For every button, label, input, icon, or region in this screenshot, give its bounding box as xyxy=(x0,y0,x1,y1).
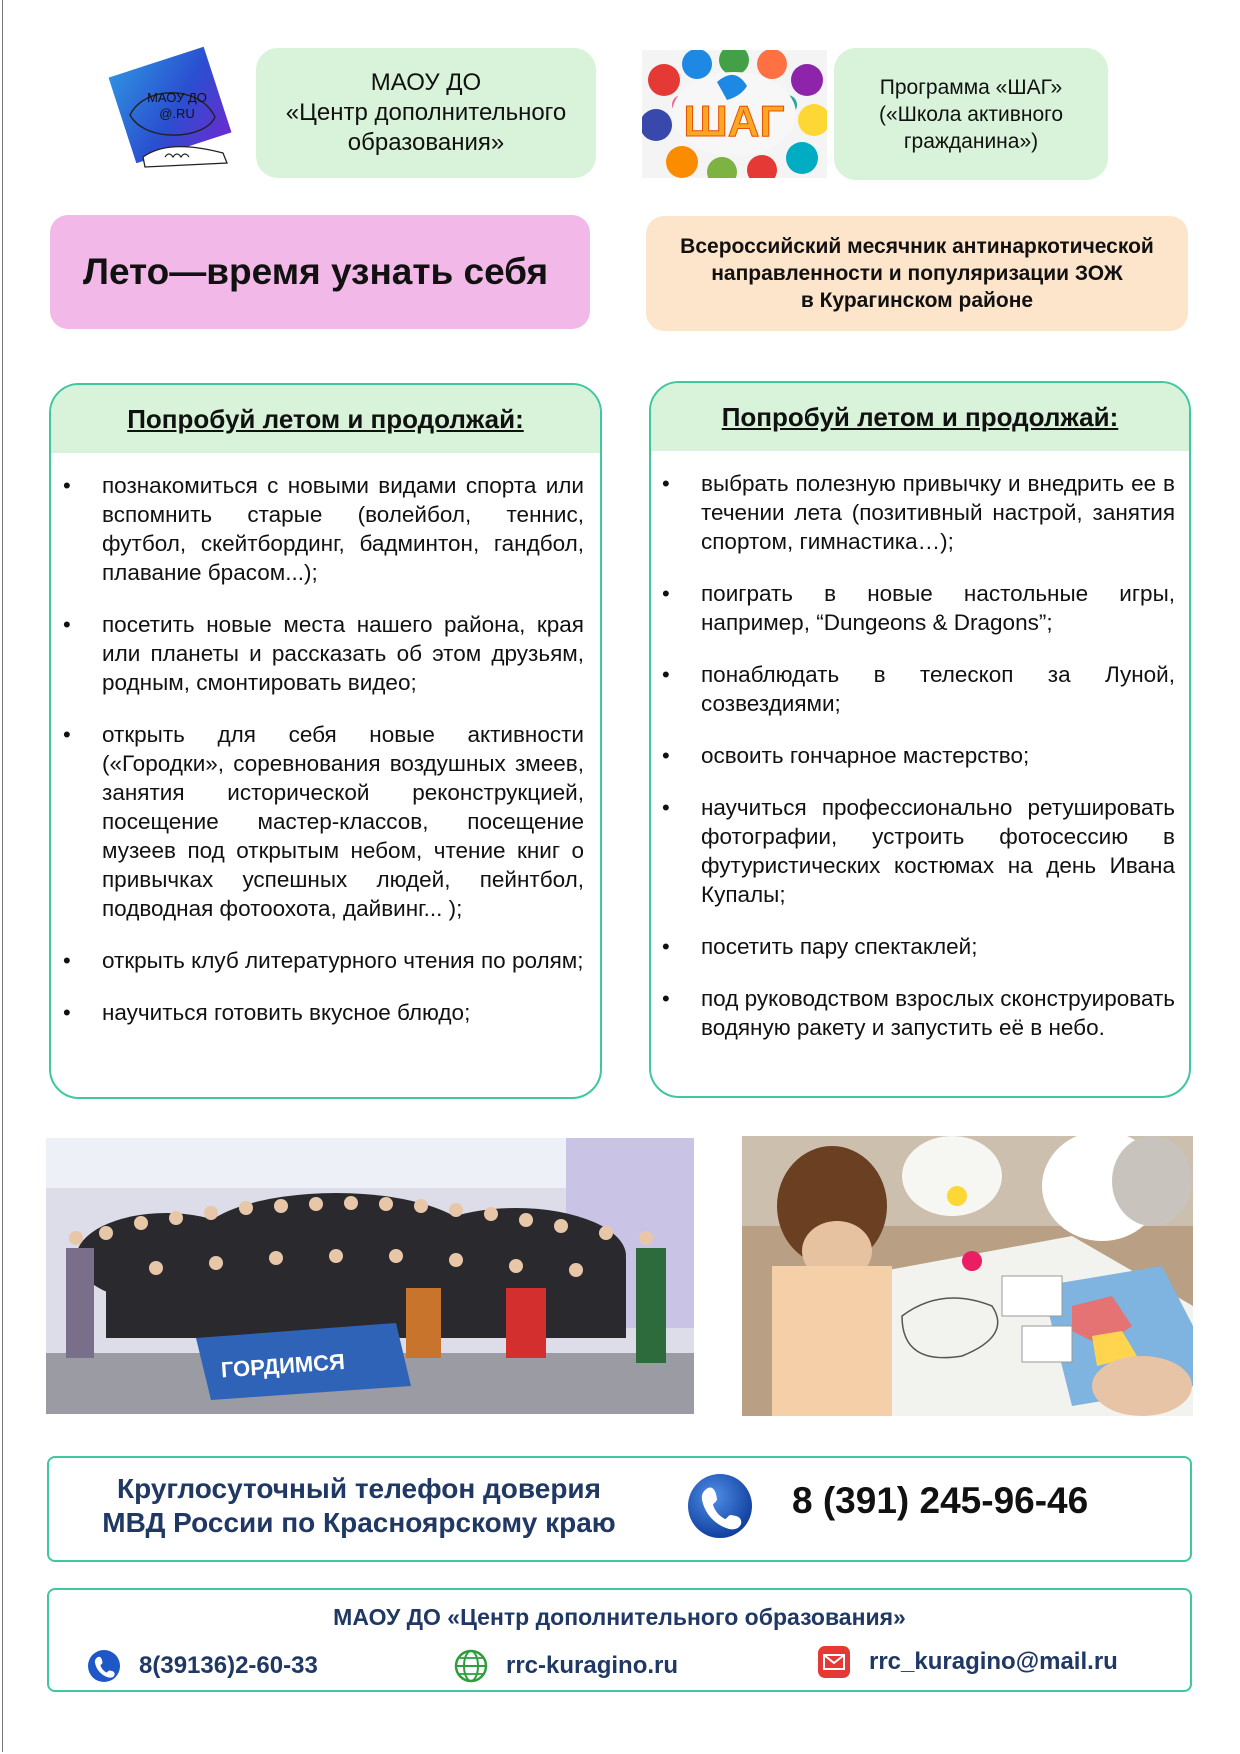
list-item: • посетить пару спектаклей; xyxy=(701,932,1175,961)
list-item: • под руководством взрослых сконструировать водяную ракету и запустить её в небо. xyxy=(701,984,1175,1042)
hotline-number[interactable]: 8 (391) 245-96-46 xyxy=(792,1480,1089,1521)
program-line-1: Программа «ШАГ» xyxy=(879,75,1063,99)
banner-text: ГОРДИМСЯ xyxy=(220,1348,346,1383)
left-activities-card xyxy=(49,383,602,1099)
left-card-heading: Попробуй летом и продолжай: xyxy=(51,385,600,453)
footer-title: МАОУ ДО «Центр дополнительного образования» xyxy=(333,1604,906,1630)
right-activities-card xyxy=(649,381,1191,1098)
list-item: • открыть для себя новые активности («Городки», соревнования воздушных змеев, занятия исторической реконструкцией, посещение мастер-классов, посещение музеев под открытым небом, чтение книг о привычках успешных людей, пейнтбол, подводная фотоохота, дайвинг... ); xyxy=(102,720,584,923)
page-title: Лето—время узнать себя xyxy=(83,251,549,292)
subtitle-line-1: Всероссийский месячник антинаркотической xyxy=(680,235,1154,258)
subtitle-line-3: в Курагинском районе xyxy=(800,289,1034,312)
left-activities-list xyxy=(51,453,600,1027)
logo-text: МАОУ ДО @.RU xyxy=(147,90,207,121)
program-name-box xyxy=(834,48,1108,180)
right-card-heading: Попробуй летом и продолжай: xyxy=(651,383,1189,451)
event-subtitle-box xyxy=(646,216,1188,331)
footer-site[interactable] xyxy=(454,1649,678,1683)
footer-email-text: rrc_kuragino@mail.ru xyxy=(869,1648,1118,1675)
page-title-box xyxy=(50,215,590,329)
list-item: • научиться готовить вкусное блюдо; xyxy=(102,998,584,1027)
right-activities-list xyxy=(651,451,1189,1042)
org-line-2: «Центр дополнительного xyxy=(285,99,567,126)
hotline-line-1: Круглосуточный телефон доверия xyxy=(117,1473,601,1504)
globe-icon xyxy=(454,1649,488,1683)
hotline-box xyxy=(47,1456,1192,1562)
hotline-line-2: МВД России по Красноярскому краю xyxy=(102,1507,616,1538)
shag-program-logo xyxy=(642,50,827,178)
hotline-text xyxy=(49,1472,669,1540)
program-line-3: гражданина») xyxy=(903,129,1039,153)
shag-logo-text: ШАГ xyxy=(683,97,785,146)
footer-site-text: rrc-kuragino.ru xyxy=(506,1652,679,1679)
org-logo xyxy=(105,45,240,175)
footer-phone[interactable] xyxy=(87,1649,318,1683)
mail-icon xyxy=(817,1645,851,1679)
kids-map-photo xyxy=(742,1136,1193,1416)
list-item: • освоить гончарное мастерство; xyxy=(701,741,1175,770)
program-line-2: («Школа активного xyxy=(878,102,1064,126)
org-line-1: МАОУ ДО xyxy=(370,69,482,96)
phone-icon xyxy=(87,1649,121,1683)
list-item: • открыть клуб литературного чтения по ролям; xyxy=(102,946,584,975)
group-photo xyxy=(46,1138,694,1414)
org-name-box xyxy=(256,48,596,178)
footer-phone-text: 8(39136)2-60-33 xyxy=(139,1652,318,1679)
contacts-footer xyxy=(47,1588,1192,1692)
org-line-3: образования» xyxy=(347,129,505,156)
list-item: • выбрать полезную привычку и внедрить ее в течении лета (позитивный настрой, занятия спортом, гимнастика…); xyxy=(701,469,1175,556)
list-item: • познакомиться с новыми видами спорта или вспомнить старые (волейбол, теннис, футбол, скейтбординг, бадминтон, гандбол, плавание брасом...); xyxy=(102,471,584,587)
list-item: • понаблюдать в телескоп за Луной, созвездиями; xyxy=(701,660,1175,718)
subtitle-line-2: направленности и популяризации ЗОЖ xyxy=(711,262,1123,285)
list-item: • научиться профессионально ретушировать фотографии, устроить фотосессию в футуристических костюмах на день Ивана Купалы; xyxy=(701,793,1175,909)
phone-icon xyxy=(686,1472,754,1540)
list-item: • посетить новые места нашего района, края или планеты и рассказать об этом друзьям, родным, смонтировать видео; xyxy=(102,610,584,697)
footer-email[interactable] xyxy=(817,1645,1118,1679)
list-item: • поиграть в новые настольные игры, например, “Dungeons & Dragons”; xyxy=(701,579,1175,637)
